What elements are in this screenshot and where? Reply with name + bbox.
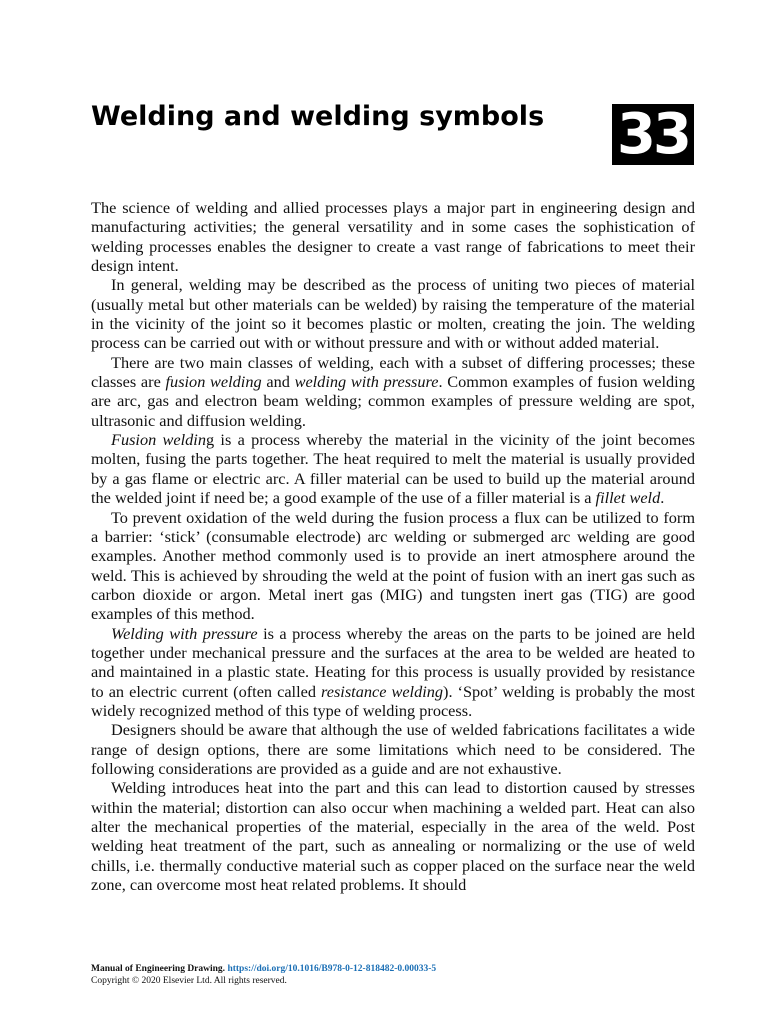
emphasized-term: Welding with pressure (111, 623, 258, 643)
paragraph (91, 624, 695, 721)
text-run: . Common examples of fusion welding are arc, gas and electron beam welding; common examples of pressure welding are spot, ultrasonic and diffusion welding. (91, 372, 695, 430)
emphasized-term: fillet weld (595, 488, 661, 508)
text-run: and (261, 372, 295, 392)
paragraph (91, 353, 695, 430)
text-run: g is a process whereby the material in the vicinity of the joint becomes molten, fusing the parts together. The heat required to melt the material is usually provided by a gas flame or electric arc. A filler material can be used to build up the material around the welded joint if need be; a good example of the use of a filler material is a (91, 430, 695, 508)
copyright-notice: Copyright © 2020 Elsevier Ltd. All rights reserved. (91, 976, 287, 986)
emphasized-term: resistance welding (321, 681, 444, 701)
text-run: Designers should be aware that although the use of welded fabrications facilitates a wide range of design options, there are some limitations which need to be considered. The following considerations are provided as a guide and are not exhaustive. (91, 720, 695, 778)
doi-link[interactable]: https://doi.org/10.1016/B978-0-12-818482-0.00033-5 (227, 964, 437, 974)
paragraph (91, 778, 695, 894)
emphasized-term: welding with pressure (294, 372, 439, 392)
paragraph (91, 508, 695, 624)
chapter-title: Welding and welding symbols (91, 101, 545, 132)
page-footer (91, 963, 436, 987)
text-run: ). ‘Spot’ welding is probably the most widely recognized method of this type of welding process. (91, 681, 695, 720)
text-run: To prevent oxidation of the weld during the fusion process a flux can be utilized to form a barrier: ‘stick’ (consumable electrode) arc welding or submerged arc welding are good examples. Another method commonly used is to provide an inert atmosphere around the weld. This is achieved by shrouding the weld at the point of fusion with an inert gas such as carbon dioxide or argon. Metal inert gas (MIG) and tungsten inert gas (TIG) are good examples of this method. (91, 507, 695, 624)
text-run: The science of welding and allied processes plays a major part in engineering design and manufacturing activities; the general versatility and in some cases the sophistication of welding processes enables the designer to create a vast range of fabrications to meet their design intent. (91, 198, 695, 276)
paragraph (91, 720, 695, 778)
paragraph (91, 430, 695, 507)
text-run: Welding introduces heat into the part and this can lead to distortion caused by stresses within the material; distortion can also occur when machining a welded part. Heat can also alter the mechanical properties of the material, especially in the area of the weld. Post welding heat treatment of the part, such as annealing or normalizing or the use of weld chills, i.e. thermally conductive material such as copper placed on the surface near the weld zone, can overcome most heat related problems. It should (91, 778, 695, 895)
paragraph (91, 275, 695, 352)
body-text (91, 198, 695, 894)
text-run: . (660, 488, 665, 508)
emphasized-term: Fusion weldin (111, 430, 206, 450)
emphasized-term: fusion welding (165, 372, 262, 392)
text-run: is a process whereby the areas on the parts to be joined are held together under mechanical pressure and the surfaces at the area to be welded are heated to and maintained in a plastic state. Heating for this process is usually provided by resistance to an electric current (often called (91, 623, 695, 701)
paragraph (91, 198, 695, 275)
book-title: Manual of Engineering Drawing. (91, 964, 226, 974)
text-run: There are two main classes of welding, each with a subset of differing processes; these classes are (91, 352, 695, 392)
chapter-number-badge: 33 (612, 104, 694, 165)
footer-citation (91, 963, 436, 975)
text-run: In general, welding may be described as the process of uniting two pieces of material (usually metal but other materials can be welded) by raising the temperature of the material in the vicinity of the joint so it becomes plastic or molten, creating the join. The welding process can be carried out with or without pressure and with or without added material. (91, 275, 695, 353)
